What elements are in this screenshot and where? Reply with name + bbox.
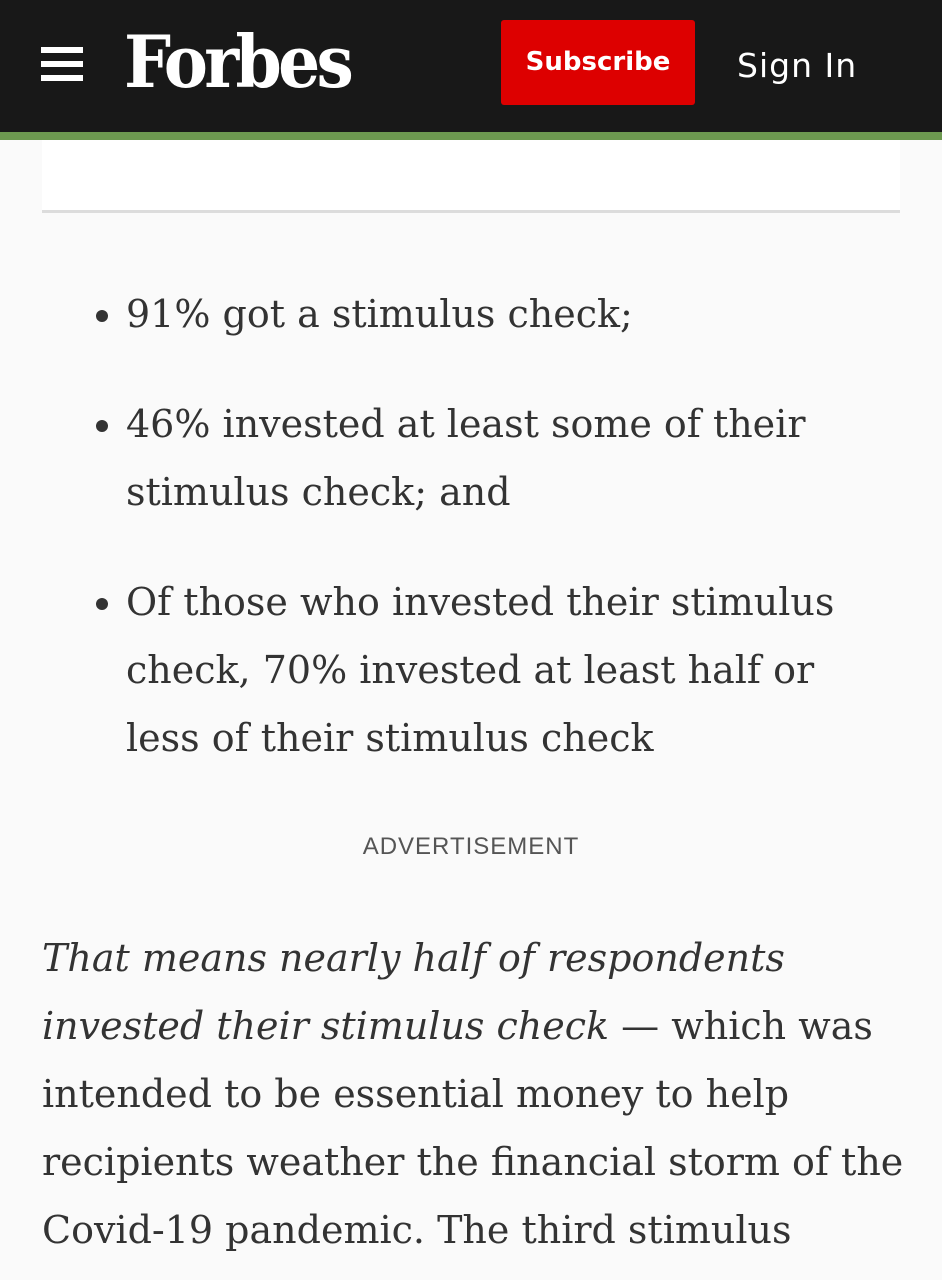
paragraph-italic-text: That means nearly half of respondents invested their stimulus check xyxy=(42,936,785,1048)
list-item: 46% invested at least some of their stimulus check; and xyxy=(90,390,890,526)
header-accent-bar xyxy=(0,132,942,140)
list-item: Of those who invested their stimulus check, 70% invested at least half or less of their stimulus check xyxy=(90,568,890,772)
subscribe-button[interactable]: Subscribe xyxy=(501,20,695,105)
advertisement-label: ADVERTISEMENT xyxy=(362,833,580,860)
section-divider xyxy=(42,210,900,213)
sign-in-link[interactable]: Sign In xyxy=(737,46,858,85)
content-card xyxy=(42,140,900,210)
site-header xyxy=(0,0,942,132)
hamburger-menu-icon[interactable] xyxy=(41,47,83,81)
paragraph-text: — which was intended to be essential money to help recipients weather the financial storm of the Covid-19 pandemic. The third stimulus xyxy=(42,1004,904,1252)
list-item: 91% got a stimulus check; xyxy=(90,280,890,348)
forbes-logo[interactable]: Forbes xyxy=(124,19,351,104)
article-paragraph xyxy=(42,924,912,1264)
stats-bullet-list xyxy=(90,280,890,814)
